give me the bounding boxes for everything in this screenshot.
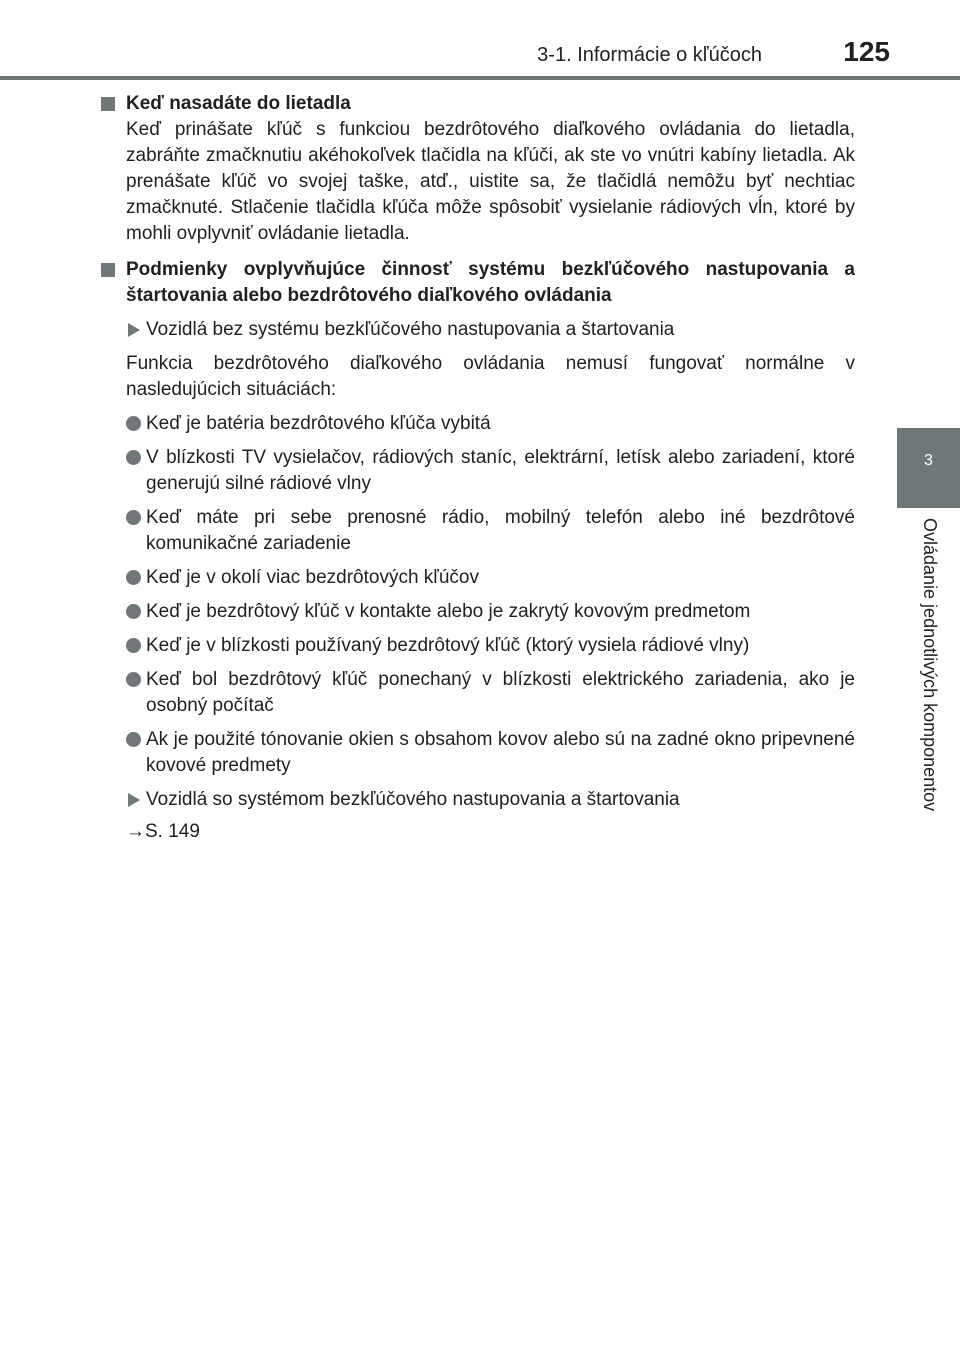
triangle-marker-icon xyxy=(128,323,140,337)
square-marker-icon xyxy=(101,97,115,111)
header-rule xyxy=(0,76,960,80)
section-heading-conditions xyxy=(100,257,855,309)
list-item: Keď bol bezdrôtový kľúč ponechaný v blízkosti elektrického zariadenia, ako je osobný počítač xyxy=(100,667,855,719)
bullet-dot-icon xyxy=(126,672,141,687)
page-reference-link[interactable]: →S. 149 xyxy=(126,821,200,842)
vehicle-type-without-smart-entry xyxy=(100,317,855,343)
list-item: Keď máte pri sebe prenosné rádio, mobilný telefón alebo iné bezdrôtové komunikačné zariadenie xyxy=(100,505,855,557)
chapter-title-strip xyxy=(897,518,960,850)
vehicle-type-label: Vozidlá so systémom bezkľúčového nastupovania a štartovania xyxy=(146,789,680,810)
list-item: Keď je bezdrôtový kľúč v kontakte alebo je zakrytý kovovým predmetom xyxy=(100,599,855,625)
page-content xyxy=(100,91,855,845)
list-item: Ak je použité tónovanie okien s obsahom kovov alebo sú na zadné okno pripevnené kovové predmety xyxy=(100,727,855,779)
section-title: 3-1. Informácie o kľúčoch xyxy=(537,44,762,66)
heading-text: Keď nasadáte do lietadla xyxy=(126,93,351,114)
bullet-dot-icon xyxy=(126,450,141,465)
chapter-title: Ovládanie jednotlivých komponentov xyxy=(920,518,940,812)
bullet-dot-icon xyxy=(126,732,141,747)
section-heading-airplane xyxy=(100,91,855,117)
airplane-paragraph: Keď prinášate kľúč s funkciou bezdrôtového diaľkového ovládania do lietadla, zabráňte zmačknutiu akéhokoľvek tlačidla na kľúči, ak ste vo vnútri kabíny lietadla. Ak prenášate kľúč vo svojej taške, atď., uistite sa, že tlačidlá nemôžu byť nechtiac zmačknuté. Stlačenie tlačidla kľúča môže spôsobiť vysielanie rádiových vĺn, ktoré by mohli ovplyvniť ovládanie lietadla. xyxy=(126,119,855,244)
bullet-dot-icon xyxy=(126,416,141,431)
bullet-dot-icon xyxy=(126,638,141,653)
bullet-dot-icon xyxy=(126,570,141,585)
list-item: V blízkosti TV vysielačov, rádiových staníc, elektrární, letísk alebo zariadení, ktoré generujú silné rádiové vlny xyxy=(100,445,855,497)
chapter-number: 3 xyxy=(924,452,933,469)
vehicle-type-with-smart-entry xyxy=(100,787,855,813)
conditions-list xyxy=(100,411,855,779)
bullet-dot-icon xyxy=(126,510,141,525)
square-marker-icon xyxy=(101,263,115,277)
heading-text: Podmienky ovplyvňujúce činnosť systému bezkľúčového nastupovania a štartovania alebo bezdrôtového diaľkového ovládania xyxy=(126,259,855,306)
page-number: 125 xyxy=(843,36,890,67)
bullet-dot-icon xyxy=(126,604,141,619)
list-item: Keď je v okolí viac bezdrôtových kľúčov xyxy=(100,565,855,591)
page-header xyxy=(0,0,960,80)
list-item: Keď je batéria bezdrôtového kľúča vybitá xyxy=(100,411,855,437)
conditions-intro: Funkcia bezdrôtového diaľkového ovládania nemusí fungovať normálne v nasledujúcich situáciách: xyxy=(126,353,855,400)
vehicle-type-label: Vozidlá bez systému bezkľúčového nastupovania a štartovania xyxy=(146,319,675,340)
triangle-marker-icon xyxy=(128,793,140,807)
list-item: Keď je v blízkosti používaný bezdrôtový kľúč (ktorý vysiela rádiové vlny) xyxy=(100,633,855,659)
